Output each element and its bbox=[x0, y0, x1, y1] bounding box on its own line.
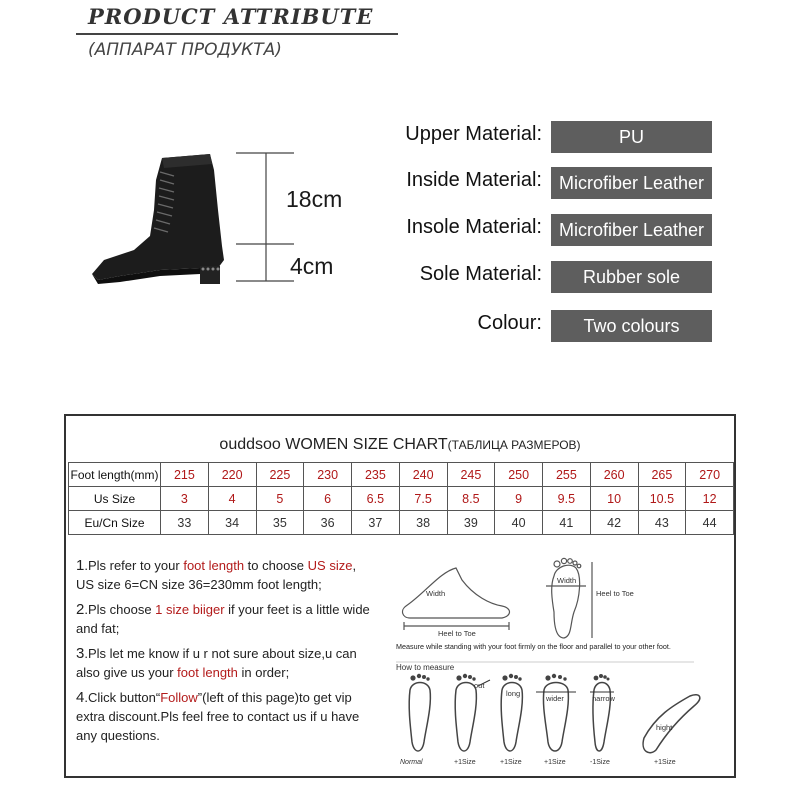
boot-image bbox=[90, 150, 240, 290]
size-chart-title-suffix: (ТАБЛИЦА РАЗМЕРОВ) bbox=[447, 438, 581, 452]
size-cell: 7.5 bbox=[399, 487, 447, 511]
size-cell: 6.5 bbox=[352, 487, 400, 511]
attribute-value: Microfiber Leather bbox=[551, 167, 712, 199]
attribute-upper-material bbox=[380, 121, 712, 153]
attribute-label: Colour: bbox=[477, 312, 542, 334]
size-cell: 42 bbox=[590, 511, 638, 535]
note-2: 2.Pls choose 1 size biiger if your feet is a little wide and fat; bbox=[76, 601, 370, 636]
size-table bbox=[68, 462, 734, 535]
measure-instruction: Measure while standing with your foot firmly on the floor and parallel to your other foot. bbox=[396, 642, 671, 651]
side-foot-icon bbox=[403, 568, 510, 630]
size-cell: 225 bbox=[256, 463, 304, 487]
size-cell: 4 bbox=[208, 487, 256, 511]
width-label-sole: Width bbox=[557, 576, 577, 585]
size-cell: 5 bbox=[256, 487, 304, 511]
caption-normal: Normal bbox=[400, 759, 423, 766]
size-cell: 40 bbox=[495, 511, 543, 535]
size-cell: 260 bbox=[590, 463, 638, 487]
size-row bbox=[69, 511, 734, 535]
size-cell: 39 bbox=[447, 511, 495, 535]
out-label: out bbox=[474, 681, 485, 690]
size-cell: 44 bbox=[686, 511, 734, 535]
attribute-inside-material bbox=[380, 167, 712, 199]
size-cell: 33 bbox=[161, 511, 209, 535]
hight-label: hight bbox=[656, 723, 673, 732]
attribute-insole-material bbox=[380, 214, 712, 246]
size-cell: 35 bbox=[256, 511, 304, 535]
attribute-sole-material bbox=[380, 261, 712, 293]
size-cell: 270 bbox=[686, 463, 734, 487]
width-label: Width bbox=[426, 589, 446, 598]
caption-plus-1: +1Size bbox=[454, 759, 476, 766]
attribute-value: Two colours bbox=[551, 310, 712, 342]
attribute-value: Microfiber Leather bbox=[551, 214, 712, 246]
size-cell: 38 bbox=[399, 511, 447, 535]
size-cell: 255 bbox=[543, 463, 591, 487]
attribute-label: Inside Material: bbox=[406, 169, 542, 191]
size-row bbox=[69, 487, 734, 511]
size-cell: 41 bbox=[543, 511, 591, 535]
attribute-label: Sole Material: bbox=[419, 263, 542, 285]
size-cell: 265 bbox=[638, 463, 686, 487]
caption-plus-1: +1Size bbox=[544, 759, 566, 766]
size-notes bbox=[76, 556, 378, 751]
size-cell: 12 bbox=[686, 487, 734, 511]
attribute-value: PU bbox=[551, 121, 712, 153]
attribute-label: Upper Material: bbox=[405, 123, 542, 145]
size-chart-brand-title: ouddsoo WOMEN SIZE CHART bbox=[219, 436, 448, 453]
size-cell: 220 bbox=[208, 463, 256, 487]
narrow-label: narrow bbox=[592, 694, 615, 703]
heel-height-label: 4cm bbox=[290, 253, 334, 279]
size-cell: 6 bbox=[304, 487, 352, 511]
heel-to-toe-label: Heel to Toe bbox=[438, 629, 476, 638]
size-cell: 10 bbox=[590, 487, 638, 511]
title-underline bbox=[76, 33, 398, 35]
size-cell: 8.5 bbox=[447, 487, 495, 511]
size-cell: 215 bbox=[161, 463, 209, 487]
wider-label: wider bbox=[546, 694, 564, 703]
heel-to-toe-label-sole: Heel to Toe bbox=[596, 589, 634, 598]
size-chart-title bbox=[66, 436, 734, 454]
measure-diagram bbox=[394, 556, 734, 771]
foot-sole-icon bbox=[546, 558, 592, 638]
caption-plus-1: +1Size bbox=[654, 759, 676, 766]
size-cell: 250 bbox=[495, 463, 543, 487]
size-row-header: Us Size bbox=[69, 487, 161, 511]
follow-highlight: Follow bbox=[160, 690, 198, 705]
page-subtitle: (АППАРАТ ПРОДУКТА) bbox=[88, 40, 282, 60]
size-cell: 9.5 bbox=[543, 487, 591, 511]
size-cell: 10.5 bbox=[638, 487, 686, 511]
shaft-height-label: 18cm bbox=[286, 186, 343, 212]
size-row-header: Foot length(mm) bbox=[69, 463, 161, 487]
size-cell: 235 bbox=[352, 463, 400, 487]
note-1: 1.Pls refer to your foot length to choose US size, US size 6=CN size 36=230mm foot length; bbox=[76, 557, 357, 592]
note-3: 3.Pls let me know if u r not sure about size,u can also give us your foot length in order; bbox=[76, 645, 357, 680]
highlight-text: 1 size biiger bbox=[155, 602, 225, 617]
highlight-text: US size bbox=[307, 558, 353, 573]
how-to-measure-label: How to measure bbox=[396, 663, 455, 672]
highlight-text: foot length bbox=[183, 558, 245, 573]
long-label: long bbox=[506, 689, 521, 698]
size-cell: 37 bbox=[352, 511, 400, 535]
size-cell: 9 bbox=[495, 487, 543, 511]
size-cell: 3 bbox=[161, 487, 209, 511]
page-title: PRODUCT ATTRIBUTE bbox=[88, 4, 374, 29]
size-cell: 240 bbox=[399, 463, 447, 487]
size-cell: 43 bbox=[638, 511, 686, 535]
size-chart bbox=[64, 414, 736, 778]
attribute-colour bbox=[380, 310, 712, 342]
size-row bbox=[69, 463, 734, 487]
size-cell: 36 bbox=[304, 511, 352, 535]
size-cell: 245 bbox=[447, 463, 495, 487]
attribute-value: Rubber sole bbox=[551, 261, 712, 293]
caption-plus-1: +1Size bbox=[500, 759, 522, 766]
caption-minus-1: -1Size bbox=[590, 759, 610, 766]
note-4: 4.Click button“Follow”(left of this page)to get vip extra discount.Pls feel free to contact us if u have any questions. bbox=[76, 689, 360, 743]
attribute-label: Insole Material: bbox=[406, 216, 542, 238]
size-cell: 34 bbox=[208, 511, 256, 535]
size-cell: 230 bbox=[304, 463, 352, 487]
size-row-header: Eu/Cn Size bbox=[69, 511, 161, 535]
highlight-text: foot length bbox=[177, 665, 238, 680]
